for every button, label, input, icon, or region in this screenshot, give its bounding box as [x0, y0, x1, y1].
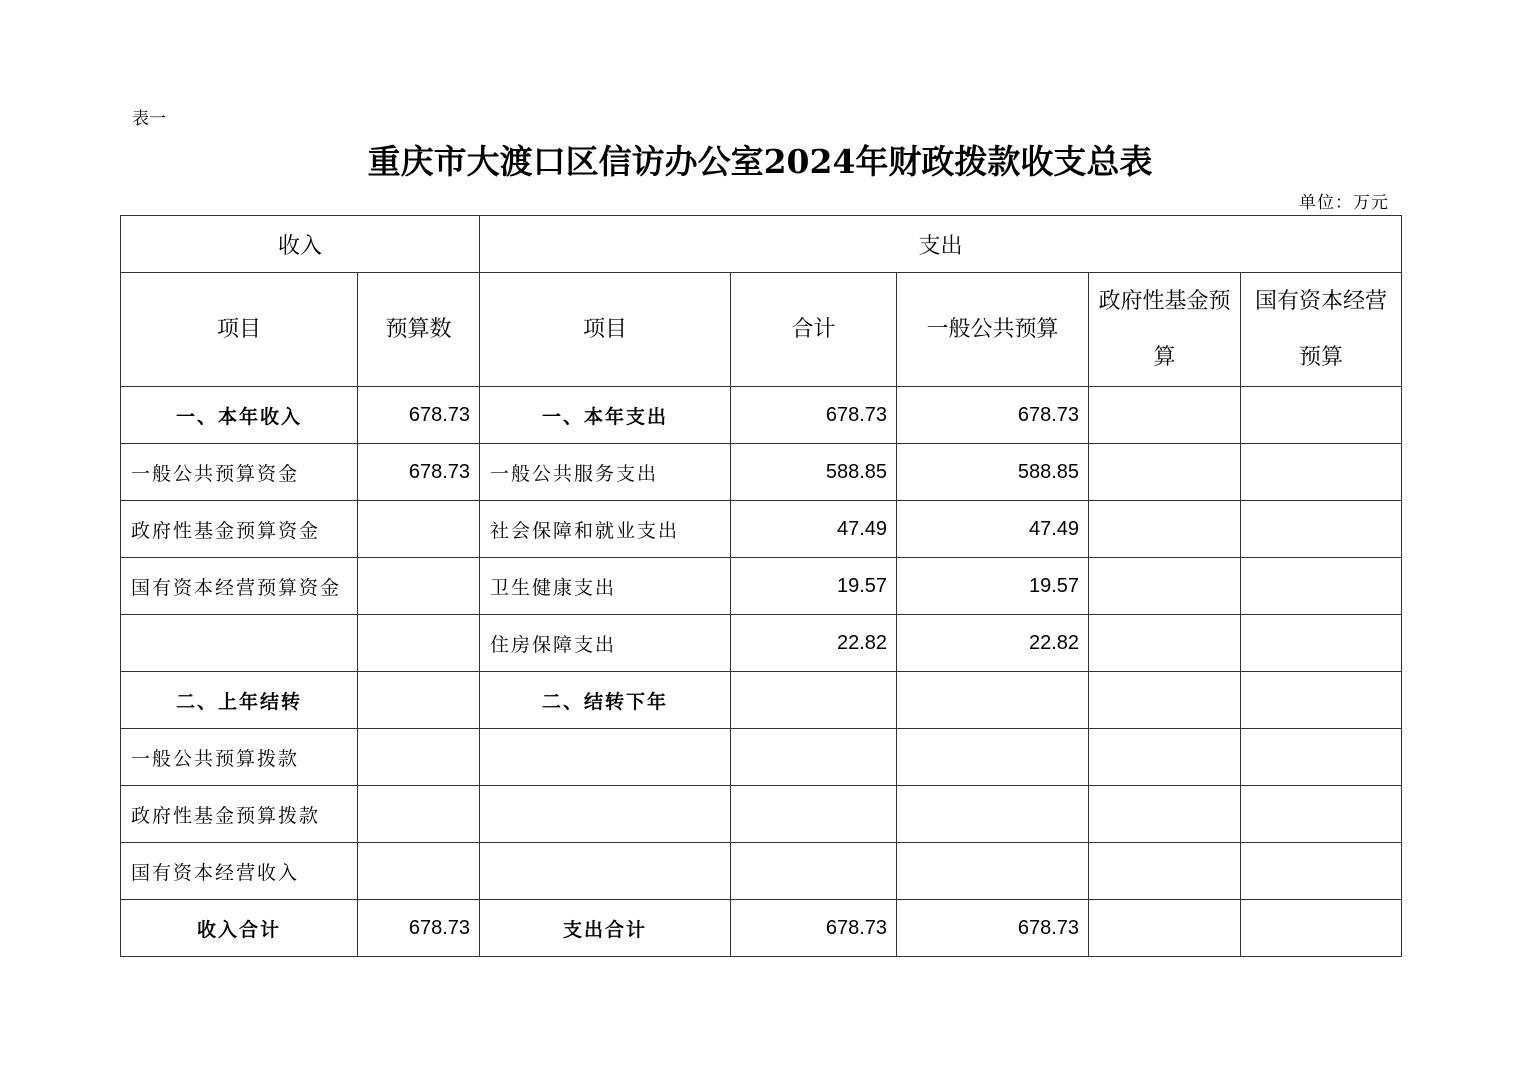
expense-item-cell: 住房保障支出 [480, 615, 731, 672]
table-row [121, 786, 1402, 843]
income-item-cell: 政府性基金预算资金 [121, 501, 358, 558]
total-cell: 22.82 [731, 615, 897, 672]
income-item-cell: 政府性基金预算拨款 [121, 786, 358, 843]
state-capital-cell [1241, 672, 1402, 729]
total-cell: 678.73 [731, 387, 897, 444]
state-capital-cell [1241, 387, 1402, 444]
general-budget-cell [897, 843, 1089, 900]
state-capital-cell [1241, 843, 1402, 900]
expense-header: 支出 [480, 216, 1402, 273]
gov-fund-cell [1089, 387, 1241, 444]
total-cell: 47.49 [731, 501, 897, 558]
total-cell: 19.57 [731, 558, 897, 615]
total-header: 合计 [731, 273, 897, 387]
gov-fund-cell [1089, 615, 1241, 672]
expense-item-cell [480, 843, 731, 900]
table-label: 表一 [132, 109, 166, 129]
table-row [121, 900, 1402, 957]
budget-table [120, 215, 1402, 957]
income-item-cell: 国有资本经营预算资金 [121, 558, 358, 615]
page-title: 重庆市大渡口区信访办公室2024年财政拨款收支总表 [367, 142, 1153, 181]
total-cell [731, 729, 897, 786]
state-capital-cell [1241, 900, 1402, 957]
gov-fund-header: 政府性基金预算 [1089, 273, 1241, 387]
income-budget-cell [358, 501, 480, 558]
expense-item-cell: 二、结转下年 [480, 672, 731, 729]
income-budget-cell [358, 558, 480, 615]
income-budget-cell: 678.73 [358, 900, 480, 957]
expense-item-cell: 社会保障和就业支出 [480, 501, 731, 558]
income-item-header: 项目 [121, 273, 358, 387]
state-capital-cell [1241, 615, 1402, 672]
income-item-cell: 收入合计 [121, 900, 358, 957]
gov-fund-cell [1089, 786, 1241, 843]
general-budget-cell [897, 729, 1089, 786]
expense-item-cell: 支出合计 [480, 900, 731, 957]
table-row [121, 729, 1402, 786]
header-row-1 [121, 216, 1402, 273]
state-capital-cell [1241, 444, 1402, 501]
table-row [121, 615, 1402, 672]
gov-fund-cell [1089, 900, 1241, 957]
general-budget-cell [897, 672, 1089, 729]
expense-item-cell: 一般公共服务支出 [480, 444, 731, 501]
table-row [121, 387, 1402, 444]
income-item-cell: 二、上年结转 [121, 672, 358, 729]
total-cell: 678.73 [731, 900, 897, 957]
table-row [121, 558, 1402, 615]
state-capital-header: 国有资本经营预算 [1241, 273, 1402, 387]
income-header: 收入 [121, 216, 480, 273]
general-budget-cell: 47.49 [897, 501, 1089, 558]
table-row [121, 444, 1402, 501]
total-cell [731, 843, 897, 900]
income-item-cell: 国有资本经营收入 [121, 843, 358, 900]
table-row [121, 672, 1402, 729]
gov-fund-cell [1089, 729, 1241, 786]
state-capital-cell [1241, 558, 1402, 615]
general-budget-cell: 678.73 [897, 900, 1089, 957]
expense-item-cell [480, 729, 731, 786]
total-cell [731, 786, 897, 843]
income-item-cell: 一般公共预算拨款 [121, 729, 358, 786]
income-budget-cell: 678.73 [358, 444, 480, 501]
gov-fund-cell [1089, 672, 1241, 729]
gov-fund-cell [1089, 558, 1241, 615]
table-row [121, 501, 1402, 558]
total-cell [731, 672, 897, 729]
income-budget-cell [358, 786, 480, 843]
income-budget-cell [358, 843, 480, 900]
gov-fund-cell [1089, 843, 1241, 900]
income-budget-header: 预算数 [358, 273, 480, 387]
income-budget-cell [358, 729, 480, 786]
income-budget-cell [358, 615, 480, 672]
header-row-2 [121, 273, 1402, 387]
expense-item-cell [480, 786, 731, 843]
gov-fund-cell [1089, 501, 1241, 558]
expense-item-header: 项目 [480, 273, 731, 387]
general-budget-cell: 22.82 [897, 615, 1089, 672]
state-capital-cell [1241, 729, 1402, 786]
income-budget-cell [358, 672, 480, 729]
expense-item-cell: 卫生健康支出 [480, 558, 731, 615]
expense-item-cell: 一、本年支出 [480, 387, 731, 444]
table-row [121, 843, 1402, 900]
state-capital-cell [1241, 786, 1402, 843]
income-item-cell: 一、本年收入 [121, 387, 358, 444]
unit-label: 单位：万元 [1299, 193, 1389, 213]
total-cell: 588.85 [731, 444, 897, 501]
income-item-cell [121, 615, 358, 672]
gov-fund-cell [1089, 444, 1241, 501]
income-budget-cell: 678.73 [358, 387, 480, 444]
general-budget-cell [897, 786, 1089, 843]
state-capital-cell [1241, 501, 1402, 558]
general-budget-cell: 678.73 [897, 387, 1089, 444]
general-budget-cell: 588.85 [897, 444, 1089, 501]
general-budget-header: 一般公共预算 [897, 273, 1089, 387]
income-item-cell: 一般公共预算资金 [121, 444, 358, 501]
general-budget-cell: 19.57 [897, 558, 1089, 615]
